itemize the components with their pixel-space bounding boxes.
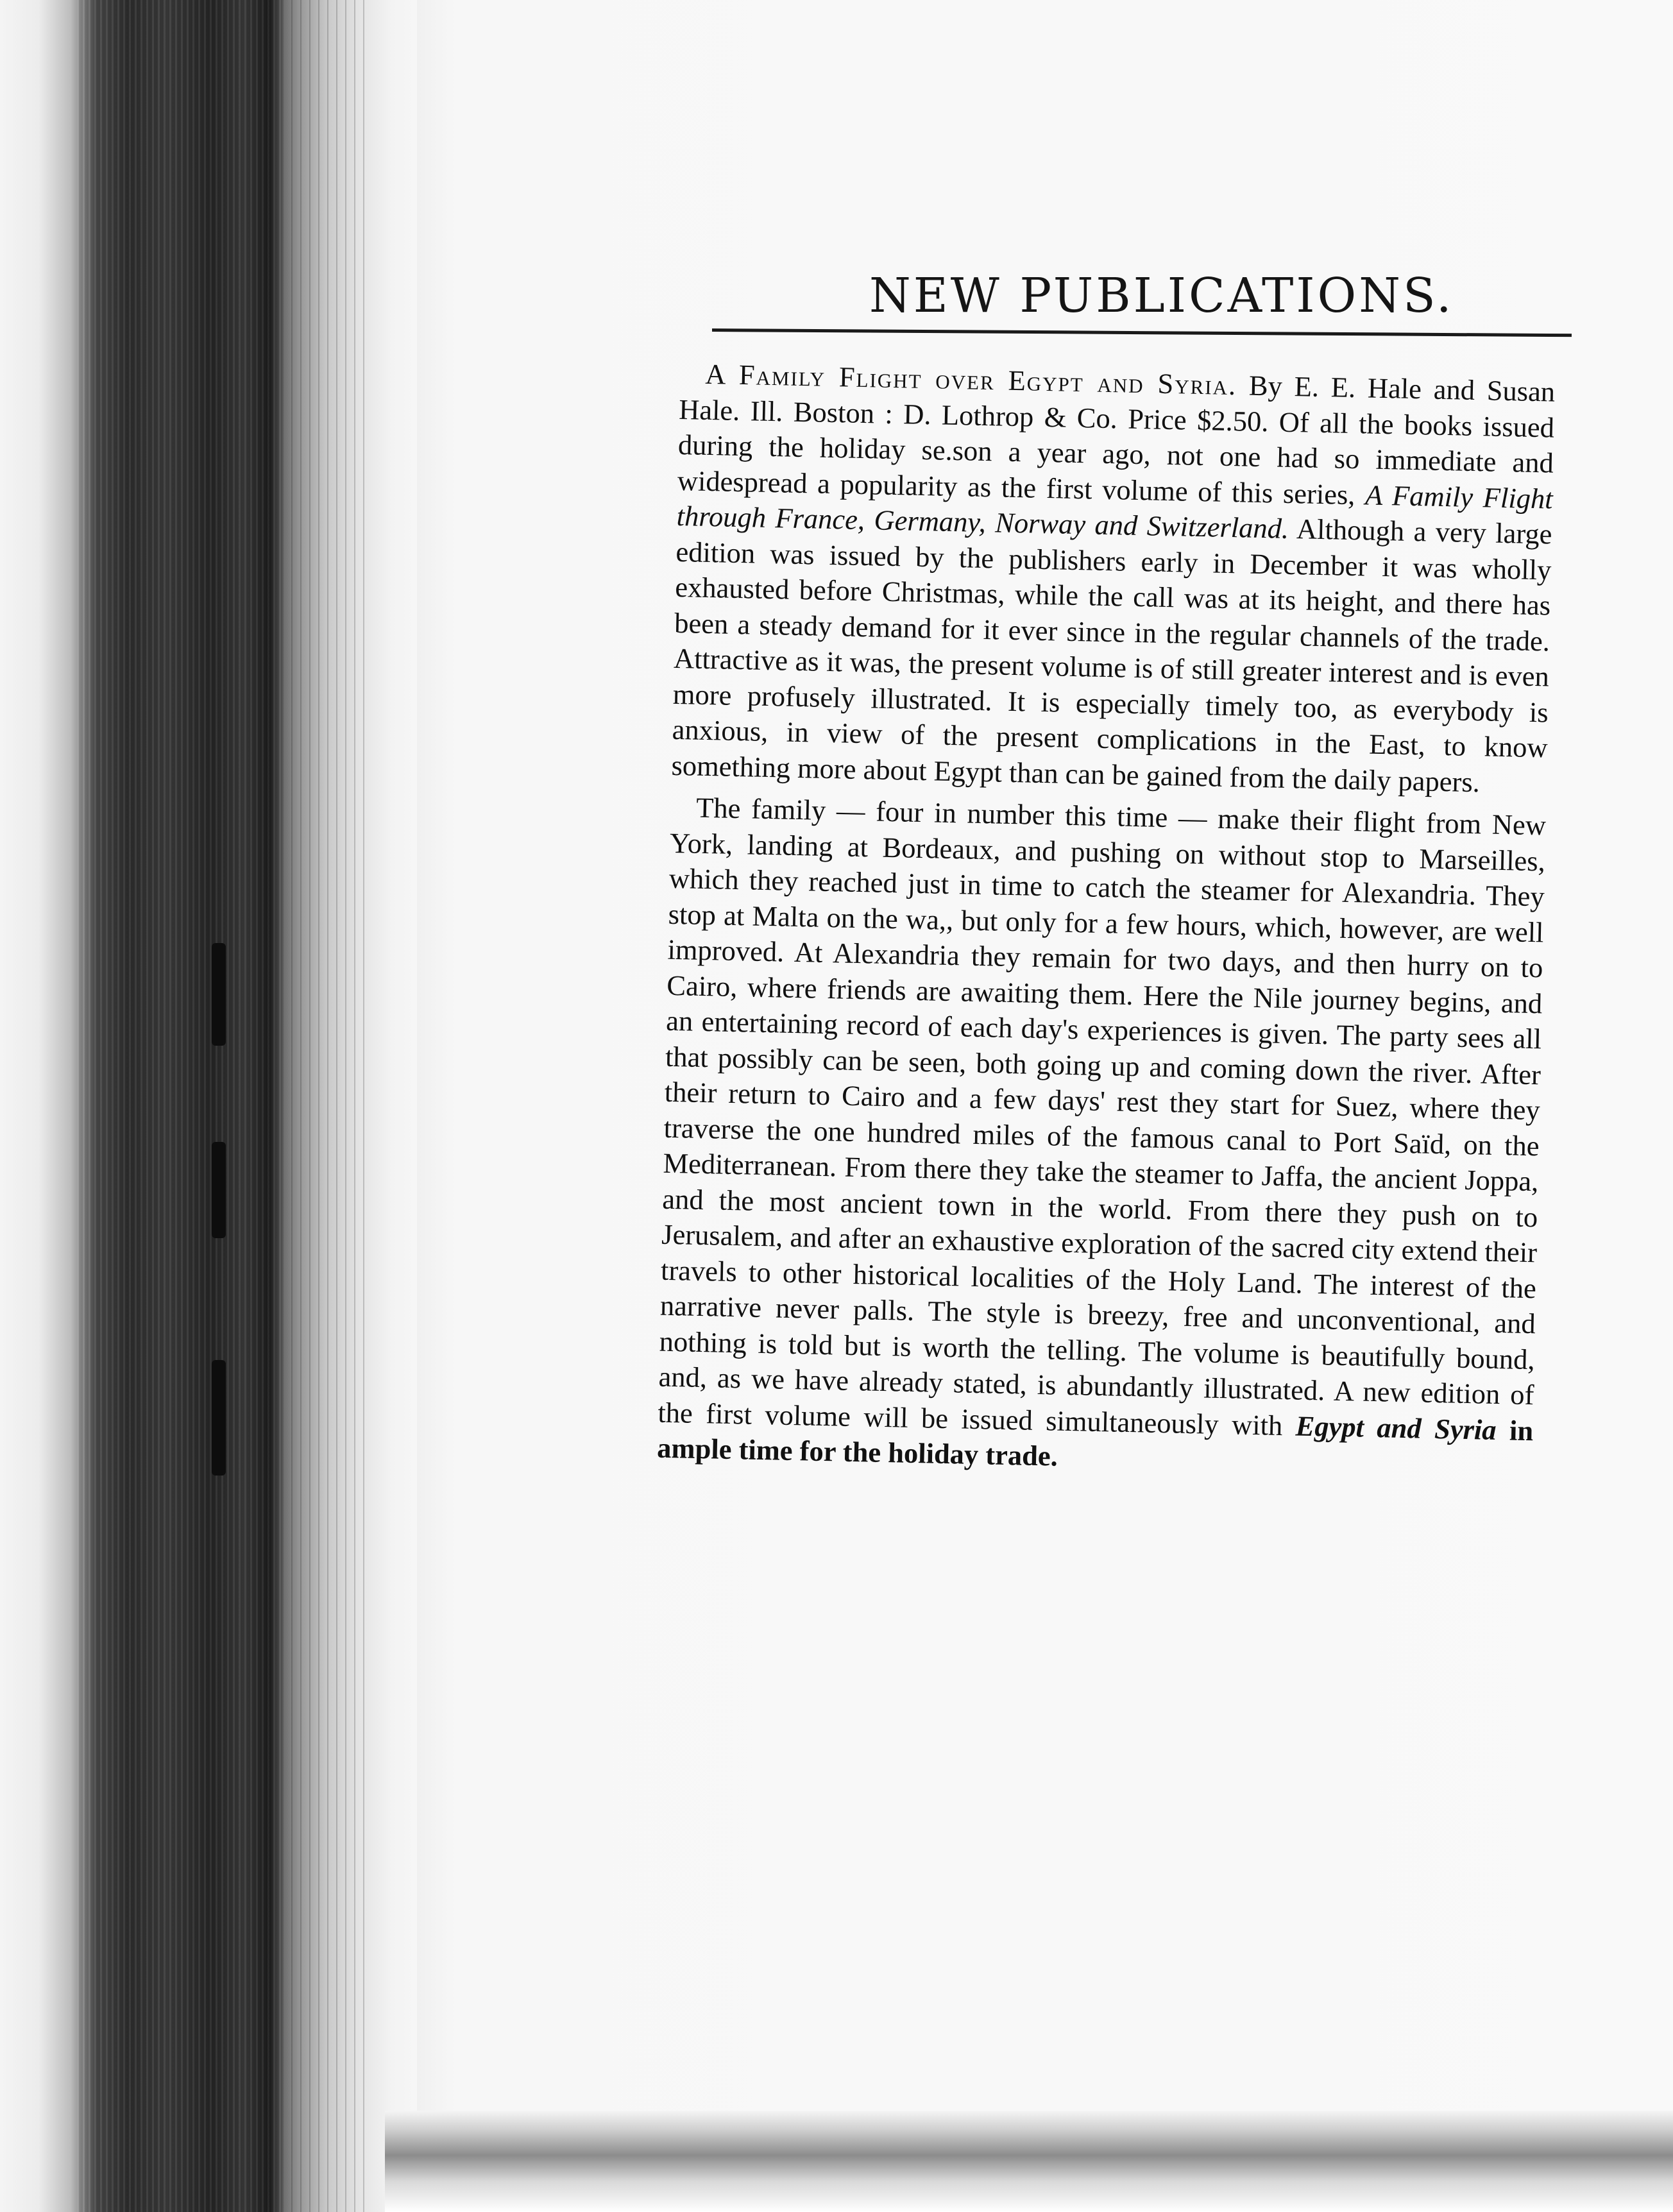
- book-title: A Family Flight over Egypt and Syria.: [704, 357, 1237, 402]
- book-edge-texture: [77, 0, 282, 2212]
- review-paragraph-1: [671, 356, 1556, 801]
- spine-mark: [212, 1360, 226, 1476]
- page-heading: NEW PUBLICATIONS.: [869, 268, 1454, 323]
- spine-mark: [212, 1142, 226, 1238]
- review-p1-intro: By E. E. Hale and Susan Hale. Ill. Boston : D. Lothrop & Co. Price $2.50. Of all the books issued during the holiday se.son a year ago, not one had so immediate and widespread a popularity as the first volume of this series,: [677, 369, 1556, 511]
- first-volume-title: A Family Flight through France, Germany, Norway and Switzerland.: [676, 478, 1554, 545]
- page-edges: [282, 0, 366, 2212]
- review-text: [657, 356, 1556, 1491]
- review-p2-body: The family — four in number this time — make their flight from New York, landing at Bordeaux, and pushing on without stop to Marseilles, which they reached just in time to catch the steamer for Alexandria. They stop at Malta on the wa,, but only for a few hours, which, however, are well improved. At Alexandria they remain for two days, and then hurry on to Cairo, where friends are awaiting them. Here the Nile journey begins, and an entertaining record of each day's experiences is given. The party sees all that possibly can be seen, both going up and coming down the river. After their return to Cairo and a few days' rest they start for Suez, where they traverse the one hundred miles of the famous canal to Port Saïd, on the Mediterranean. From there they take the steamer to Jaffa, the ancient Joppa, and the most ancient town in the world. From there they push on to Jerusalem, and after an exhaustive exploration of the sacred city extend their travels to other historical localities of the Holy Land. The interest of the narrative never palls. The style is breezy, free and unconventional, and nothing is told but is worth the telling. The volume is beautifully bound, and, as we have already stated, is abundantly illustrated. A new edition of the first volume will be issued simultaneously with: [657, 791, 1547, 1442]
- egypt-syria-title: Egypt and Syria: [1295, 1409, 1497, 1446]
- review-p1-body: Although a very large edition was issued by the publishers early in December it was wholly exhausted before Christmas, while the call was at its height, and there has been a steady demand for it ever since in the regular channels of the trade. Attractive as it was, the present volume is of still greater interest and is even more profusely illustrated. It is especially timely too, as everybody is anxious, in view of the present complications in the East, to know something more about Egypt than can be gained from the daily papers.: [671, 512, 1553, 798]
- review-p2-end: in ample time for the holiday trade.: [656, 1413, 1534, 1472]
- page-bottom-edge: [385, 2111, 1673, 2212]
- review-paragraph-2: [657, 790, 1547, 1485]
- spine-mark: [212, 943, 226, 1046]
